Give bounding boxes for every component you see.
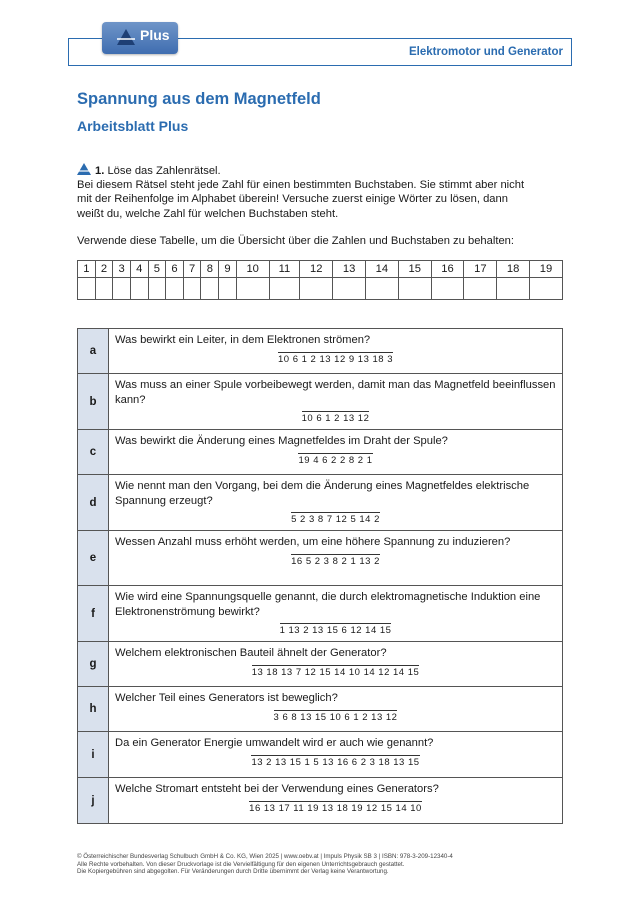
question-cell <box>109 586 563 642</box>
letter-answer-cell[interactable] <box>269 278 300 300</box>
number-cell: 3 <box>113 261 131 278</box>
question-cell <box>109 531 563 586</box>
number-code[interactable]: 3 6 8 13 15 10 6 1 2 13 12 <box>273 711 398 723</box>
letter-answer-cell[interactable] <box>130 278 148 300</box>
number-code[interactable]: 16 13 17 11 19 13 18 19 12 15 14 10 <box>249 802 422 814</box>
number-cell: 4 <box>130 261 148 278</box>
question-letter: d <box>78 475 109 531</box>
number-cell: 2 <box>95 261 113 278</box>
question-row <box>78 329 563 374</box>
number-cell: 13 <box>333 261 366 278</box>
task-description-line: Bei diesem Rätsel steht jede Zahl für einen bestimmten Buchstaben. Sie stimmt aber nicht <box>77 179 525 192</box>
footer-disclaimer: Die Kopiergebühren sind abgegolten. Für Veränderungen durch Dritte übernimmt der Verlag keine Verantwortung. <box>77 868 389 875</box>
logo-text: Plus <box>140 27 170 43</box>
question-row <box>78 732 563 778</box>
difficulty-triangle-icon <box>77 163 91 175</box>
question-text: Wie wird eine Spannungsquelle genannt, die durch elektromagnetische Induktion eine Elektronenströmung bewirkt? <box>115 591 541 618</box>
number-code[interactable]: 5 2 3 8 7 12 5 14 2 <box>291 514 380 525</box>
letter-answer-cell[interactable] <box>148 278 166 300</box>
question-text: Was bewirkt die Änderung eines Magnetfeldes im Draht der Spule? <box>115 435 448 447</box>
question-text: Wie nennt man den Vorgang, bei dem die Änderung eines Magnetfeldes elektrische Spannung erzeugt? <box>115 480 530 507</box>
page-subtitle: Arbeitsblatt Plus <box>77 118 189 134</box>
triangle-logo-icon <box>116 28 136 46</box>
question-cell <box>109 642 563 687</box>
letter-answer-cell[interactable] <box>366 278 399 300</box>
question-letter: e <box>78 531 109 586</box>
question-row <box>78 430 563 475</box>
number-cell: 8 <box>201 261 219 278</box>
question-text: Da ein Generator Energie umwandelt wird er auch wie genannt? <box>115 737 434 749</box>
letter-answer-cell[interactable] <box>300 278 333 300</box>
letter-answer-cell[interactable] <box>166 278 184 300</box>
question-row <box>78 642 563 687</box>
letter-answer-cell[interactable] <box>497 278 530 300</box>
question-cell <box>109 732 563 778</box>
letter-answer-cell[interactable] <box>333 278 366 300</box>
task-description-line: mit der Reihenfolge im Alphabet überein! Versuche zuerst einige Wörter zu lösen, dann <box>77 193 508 206</box>
question-cell <box>109 687 563 732</box>
page-title: Spannung aus dem Magnetfeld <box>77 90 321 108</box>
question-letter: a <box>78 329 109 374</box>
question-cell <box>109 430 563 475</box>
number-code[interactable]: 10 6 1 2 13 12 9 13 18 3 <box>277 353 393 365</box>
number-code[interactable]: 13 18 13 7 12 15 14 10 14 12 14 15 <box>251 666 420 678</box>
question-letter: b <box>78 374 109 430</box>
question-row <box>78 374 563 430</box>
number-cell: 14 <box>366 261 399 278</box>
footer-copyright: © Österreichischer Bundesverlag Schulbuch GmbH & Co. KG, Wien 2025 | www.oebv.at | Impuls Physik SB 3 | ISBN: 978-3-209-12340-4 <box>77 853 453 860</box>
task-number: 1. <box>95 165 105 177</box>
plus-logo <box>102 22 178 54</box>
header-title: Elektromotor und Generator <box>409 46 563 58</box>
letter-answer-cell[interactable] <box>431 278 464 300</box>
question-text: Was bewirkt ein Leiter, in dem Elektronen strömen? <box>115 334 371 346</box>
letter-answer-cell[interactable] <box>113 278 131 300</box>
question-text: Wessen Anzahl muss erhöht werden, um eine höhere Spannung zu induzieren? <box>115 536 511 548</box>
letter-answer-cell[interactable] <box>183 278 201 300</box>
number-cell: 9 <box>219 261 237 278</box>
letter-answer-cell[interactable] <box>78 278 96 300</box>
number-cell: 6 <box>166 261 184 278</box>
question-letter: g <box>78 642 109 687</box>
footer <box>77 853 567 876</box>
number-code[interactable]: 13 2 13 15 1 5 13 16 6 2 3 18 13 15 <box>251 756 420 768</box>
number-code[interactable]: 1 13 2 13 15 6 12 14 15 <box>279 625 392 636</box>
letter-answer-cell[interactable] <box>464 278 497 300</box>
number-code[interactable]: 19 4 6 2 2 8 2 1 <box>298 454 373 466</box>
number-cell: 18 <box>497 261 530 278</box>
number-letter-table <box>77 260 563 300</box>
number-cell: 12 <box>300 261 333 278</box>
letter-answer-cell[interactable] <box>530 278 563 300</box>
question-text: Welcher Teil eines Generators ist beweglich? <box>115 692 338 704</box>
question-cell <box>109 329 563 374</box>
number-code[interactable]: 10 6 1 2 13 12 <box>301 413 370 424</box>
question-text: Welchem elektronischen Bauteil ähnelt der Generator? <box>115 647 387 659</box>
number-cell: 17 <box>464 261 497 278</box>
number-row <box>78 261 563 278</box>
letter-answer-row <box>78 278 563 300</box>
number-cell: 1 <box>78 261 96 278</box>
question-letter: i <box>78 732 109 778</box>
number-cell: 16 <box>431 261 464 278</box>
number-cell: 10 <box>236 261 269 278</box>
letter-answer-cell[interactable] <box>95 278 113 300</box>
footer-rights: Alle Rechte vorbehalten. Von dieser Druckvorlage ist die Vervielfältigung für den eigenen Unterrichtsgebrauch gestattet. <box>77 860 405 868</box>
task-instructions <box>77 163 563 248</box>
question-row <box>78 531 563 586</box>
question-text: Welche Stromart entsteht bei der Verwendung eines Generators? <box>115 783 439 795</box>
question-row <box>78 475 563 531</box>
question-cell <box>109 778 563 824</box>
question-letter: j <box>78 778 109 824</box>
question-text: Was muss an einer Spule vorbeibewegt werden, damit man das Magnetfeld beeinflussen kann? <box>115 379 556 406</box>
question-letter: h <box>78 687 109 732</box>
question-row <box>78 687 563 732</box>
number-cell: 15 <box>398 261 431 278</box>
table-hint: Verwende diese Tabelle, um die Übersicht über die Zahlen und Buchstaben zu behalten: <box>77 234 515 247</box>
letter-answer-cell[interactable] <box>236 278 269 300</box>
number-cell: 7 <box>183 261 201 278</box>
question-cell <box>109 475 563 531</box>
question-row <box>78 586 563 642</box>
question-row <box>78 778 563 824</box>
letter-answer-cell[interactable] <box>219 278 237 300</box>
letter-answer-cell[interactable] <box>201 278 219 300</box>
number-cell: 5 <box>148 261 166 278</box>
letter-answer-cell[interactable] <box>398 278 431 300</box>
question-letter: f <box>78 586 109 642</box>
question-cell <box>109 374 563 430</box>
number-code[interactable]: 16 5 2 3 8 2 1 13 2 <box>291 555 380 567</box>
question-table <box>77 328 563 824</box>
number-cell: 11 <box>269 261 300 278</box>
task-instruction: Löse das Zahlenrätsel. <box>107 165 221 177</box>
question-letter: c <box>78 430 109 475</box>
number-cell: 19 <box>530 261 563 278</box>
task-description-line: weißt du, welche Zahl für welchen Buchstaben steht. <box>77 207 339 220</box>
